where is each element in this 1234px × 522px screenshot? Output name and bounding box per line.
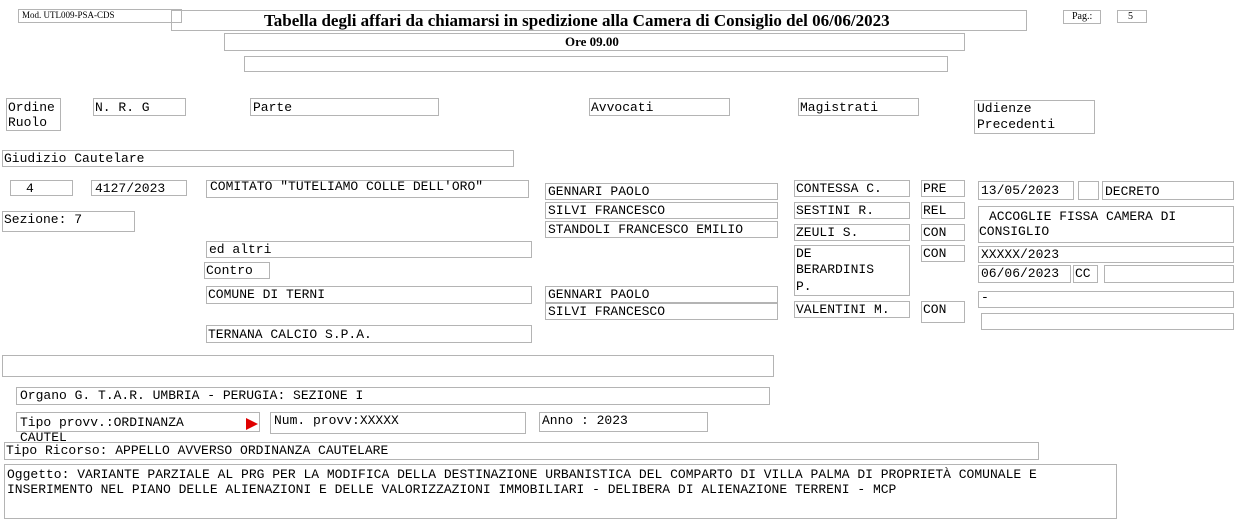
session-time: Ore 09.00 [565,34,619,49]
appellant-name: COMITATO "TUTELIAMO COLLE DELL'ORO" [210,179,484,194]
lawyer-name: SILVI FRANCESCO [548,203,666,218]
contro-label: Contro [206,263,253,278]
magistrate-name: CONTESSA C. [796,181,882,196]
ordine-box [10,180,73,196]
lawyer-name: STANDOLI FRANCESCO EMILIO [548,222,744,237]
col-magistrati-label: Magistrati [800,100,879,115]
order-number: XXXXX/2023 [981,247,1060,262]
col-ordine-label: Ordine [8,100,55,115]
hearing-empty-box [981,313,1234,330]
tipo-ricorso-value: Tipo Ricorso: APPELLO AVVERSO ORDINANZA CAUTELARE [6,443,389,458]
col-precedenti-label: Precedenti [977,117,1056,132]
lawyer-name: SILVI FRANCESCO [548,304,666,319]
nrg-value: 4127/2023 [95,181,166,196]
outcome-box [978,206,1234,243]
magistrate-role: CON [923,246,947,261]
magistrate-role: CON [923,225,947,240]
col-udienze-label: Udienze [977,101,1032,116]
col-avvocati-label: Avvocati [591,100,654,115]
hearing-empty-box [1104,265,1234,283]
case-type: Giudizio Cautelare [4,151,145,166]
decree-label: DECRETO [1105,184,1160,199]
magistrate-role: REL [923,203,947,218]
page-title: Tabella degli affari da chiamarsi in spedizione alla Camera di Consiglio del 06/06/2023 [264,11,890,30]
magistrate-name: SESTINI R. [796,203,875,218]
organo-value: Organo G. T.A.R. UMBRIA - PERUGIA: SEZIONE I [20,388,364,403]
respondent1-name: COMUNE DI TERNI [208,287,326,302]
magistrate-name: VALENTINI M. [796,302,890,317]
dash-box [978,291,1234,308]
anno-value: Anno : 2023 [542,413,628,428]
hearing-empty-box [1078,181,1099,200]
magistrate-name-line1: DE [796,246,812,261]
page-label: Pag.: [1072,11,1093,22]
lawyer-name: GENNARI PAOLO [548,287,650,302]
decree-box [1102,181,1234,200]
magistrate-role: CON [923,302,947,317]
oggetto-box [4,464,1117,519]
col-nrg-label: N. R. G [95,100,150,115]
tipo-provv-value: Tipo provv.:ORDINANZA CAUTEL [20,415,184,445]
empty-row-box [2,355,774,377]
ordine-value: 4 [26,181,34,196]
hearing-outcome: ACCOGLIE FISSA CAMERA DI CONSIGLIO [979,209,1177,239]
sezione-value: Sezione: 7 [4,212,83,227]
page-number: 5 [1128,11,1133,22]
respondent2-name: TERNANA CALCIO S.P.A. [208,327,372,342]
magistrate-name: ZEULI S. [796,225,859,240]
col-parte-label: Parte [253,100,293,115]
oggetto-value: Oggetto: VARIANTE PARZIALE AL PRG PER LA MODIFICA DELLA DESTINAZIONE URBANISTICA DEL COMPARTO DI VILLA PALMA DI PROPRIETÀ COMUNALE E INSERIMENTO NEL PIANO DELLE ALIENAZIONI E DELLE VALORIZZAZIONI IMMOBILIARI - DELIBERA DI ALIENAZIONE TERRENI - MCP [7,467,1037,497]
others-label: ed altri [209,242,272,257]
col-ruolo-label: Ruolo [8,115,48,130]
magistrate-name-line2: BERARDINIS [796,262,875,277]
hearing-date2: 06/06/2023 [981,266,1060,281]
empty-header-box [244,56,948,72]
lawyer-name: GENNARI PAOLO [548,184,650,199]
red-triangle-right-icon[interactable] [246,418,258,430]
dash-value: - [981,290,989,305]
cc-label: CC [1075,266,1091,281]
tipo-provv-box [16,412,260,445]
magistrate-role: PRE [923,181,947,196]
magistrate-name-line3: P. [796,279,812,294]
hearing-date: 13/05/2023 [981,183,1060,198]
num-provv-value: Num. provv:XXXXX [274,413,399,428]
mod-code: Mod. UTL009-PSA-CDS [22,10,115,20]
